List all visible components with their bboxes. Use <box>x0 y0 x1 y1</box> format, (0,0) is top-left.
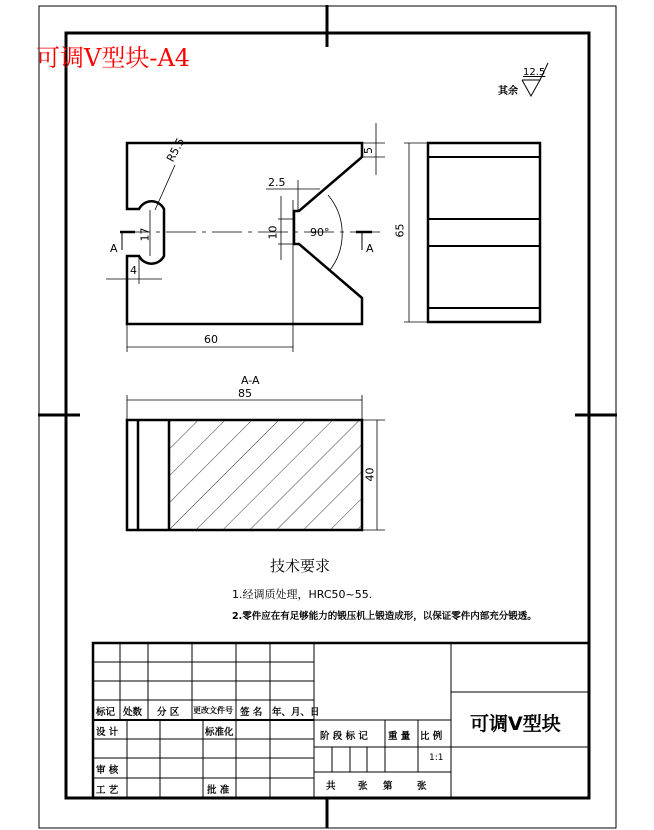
tb-sheet-unit-2: 张 <box>417 781 427 792</box>
drawing-title-overlay: 可调V型块-A4 <box>36 44 191 72</box>
tech-req-item-2: 2.零件应在有足够能力的锻压机上锻造成形，以保证零件内部充分锻透。 <box>232 611 537 622</box>
tb-part-name: 可调V型块 <box>470 713 561 735</box>
tb-review: 审 核 <box>96 765 119 776</box>
tb-sheet-unit-1: 张 <box>358 781 368 792</box>
dim-width-85: 85 <box>238 387 252 400</box>
dim-notch-width: 2.5 <box>268 176 286 189</box>
tb-process: 工 艺 <box>96 785 119 796</box>
dim-angle: 90° <box>310 226 330 239</box>
side-view <box>404 143 540 322</box>
tb-header-zone: 分 区 <box>157 707 180 718</box>
roughness-value: 12.5 <box>523 67 546 78</box>
dim-length-60: 60 <box>204 333 218 346</box>
tb-standardize: 标准化 <box>205 727 234 738</box>
tb-scale-value: 1:1 <box>429 753 444 763</box>
dim-slot-width: 17 <box>138 227 152 242</box>
tb-header-date: 年、月、日 <box>272 707 320 718</box>
tb-header-count: 处数 <box>123 707 143 718</box>
inner-frame <box>66 33 589 798</box>
tb-sheet-total: 共 <box>326 781 336 792</box>
dim-notch-height: 10 <box>266 225 280 240</box>
tb-header-change-doc: 更改文件号 <box>193 706 233 715</box>
tb-stage-mark: 阶 段 标 记 <box>320 731 368 742</box>
tb-header-signature: 签 名 <box>240 707 263 718</box>
dim-top-chamfer: 5 <box>362 147 375 154</box>
dim-height-40: 40 <box>363 467 377 482</box>
roughness-label: 其余 <box>498 86 518 97</box>
tb-design: 设 计 <box>96 727 119 738</box>
section-mark-left: A <box>110 242 118 255</box>
tech-req-heading: 技术要求 <box>270 557 331 575</box>
dim-height-65: 65 <box>393 223 407 238</box>
section-view <box>127 395 385 530</box>
section-label: A-A <box>241 374 260 387</box>
section-mark-right: A <box>366 242 374 255</box>
dim-slot-depth: 4 <box>130 264 137 277</box>
dim-radius: R5.5 <box>164 135 188 165</box>
tb-weight: 重 量 <box>388 731 411 742</box>
tb-scale-label: 比 例 <box>420 731 443 742</box>
tb-sheet-index: 第 <box>383 781 393 792</box>
tb-approve: 批 准 <box>207 785 230 796</box>
tech-req-item-1: 1.经调质处理，HRC50~55. <box>232 588 373 601</box>
tb-header-mark: 标记 <box>96 707 116 718</box>
